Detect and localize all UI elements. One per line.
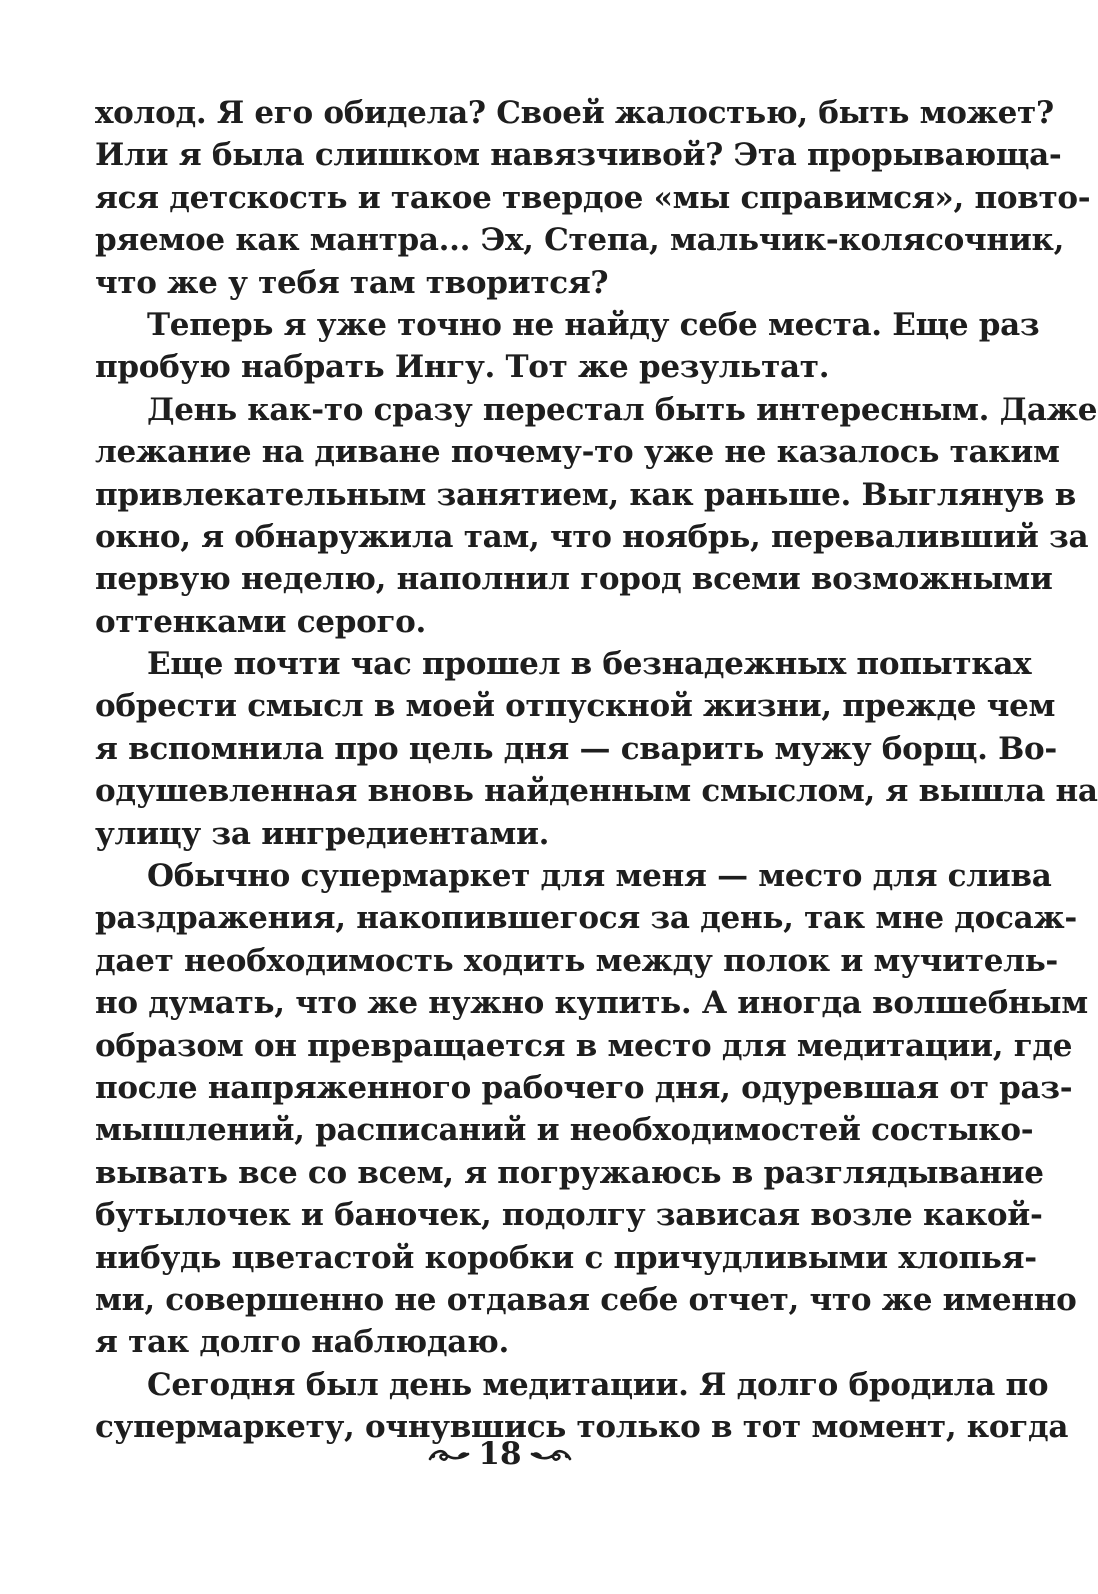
text-line: вывать все со всем, я погружаюсь в разглядывание: [95, 1154, 1044, 1191]
text-line: окно, я обнаружила там, что ноябрь, переваливший за: [95, 518, 1089, 555]
text-line: ми, совершенно не отдавая себе отчет, что же именно: [95, 1281, 1077, 1318]
text-line: Обычно супермаркет для меня — место для слива: [147, 858, 1052, 895]
text-line: Теперь я уже точно не найду себе места. Еще раз: [147, 306, 1040, 343]
body-text: [95, 92, 1098, 1449]
text-line: Или я была слишком навязчивой? Эта прорывающа-: [95, 137, 1062, 174]
right-flourish-icon: [530, 1443, 572, 1465]
text-line: улицу за ингредиентами.: [95, 815, 550, 852]
text-line: День как-то сразу перестал быть интересным. Даже: [147, 391, 1098, 428]
text-line: обрести смысл в моей отпускной жизни, прежде чем: [95, 688, 1056, 725]
text-line: я вспомнила про цель дня — сварить мужу борщ. Во-: [95, 730, 1057, 767]
text-line: супермаркету, очнувшись только в тот момент, когда: [95, 1409, 1069, 1446]
text-line: лежание на диване почему-то уже не казалось таким: [95, 434, 1060, 471]
text-line: холод. Я его обидела? Своей жалостью, быть может?: [95, 95, 1054, 131]
text-line: но думать, что же нужно купить. А иногда волшебным: [95, 985, 1088, 1022]
text-line: Сегодня был день медитации. Я долго бродила по: [147, 1366, 1049, 1403]
text-line: я так долго наблюдаю.: [95, 1324, 509, 1361]
left-flourish-icon: [428, 1443, 470, 1465]
text-line: оттенками серого.: [95, 603, 427, 640]
text-line: бутылочек и баночек, подолгу зависая возле какой-: [95, 1197, 1043, 1234]
text-line: мышлений, расписаний и необходимостей состыко-: [95, 1112, 1034, 1149]
text-line: привлекательным занятием, как раньше. Выглянув в: [95, 476, 1076, 513]
text-line: дает необходимость ходить между полок и мучитель-: [95, 942, 1058, 979]
page-footer: [0, 1432, 1000, 1476]
text-line: образом он превращается в место для медитации, где: [95, 1027, 1073, 1064]
text-line: раздражения, накопившегося за день, так мне досаж-: [95, 900, 1077, 937]
text-line: пробую набрать Ингу. Тот же результат.: [95, 349, 830, 386]
text-line: Еще почти час прошел в безнадежных попытках: [147, 646, 1032, 683]
text-line: после напряженного рабочего дня, одуревшая от раз-: [95, 1069, 1073, 1106]
text-line: яся детскость и такое твердое «мы справимся», повто-: [95, 179, 1091, 216]
text-line: что же у тебя там творится?: [95, 264, 609, 301]
text-line: ряемое как мантра... Эх, Степа, мальчик-колясочник,: [95, 222, 1065, 259]
text-line: нибудь цветастой коробки с причудливыми хлопья-: [95, 1239, 1037, 1276]
page-number: 18: [478, 1436, 522, 1472]
text-line: первую неделю, наполнил город всеми возможными: [95, 561, 1053, 598]
text-line: одушевленная вновь найденным смыслом, я вышла на: [95, 773, 1098, 810]
